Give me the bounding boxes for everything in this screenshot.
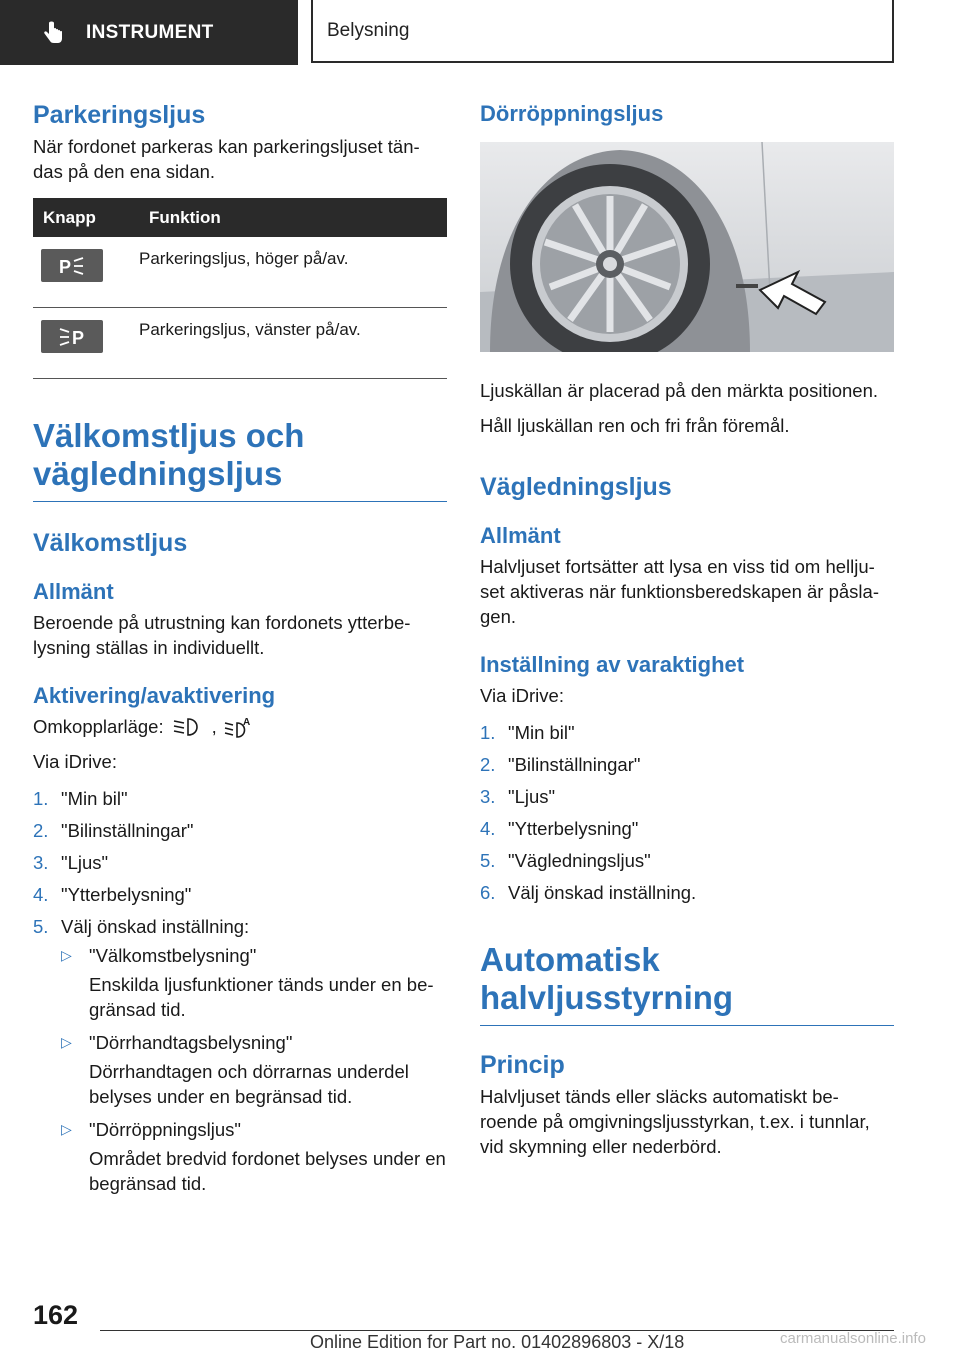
auto-title-line1: Automatisk xyxy=(480,941,660,978)
bullet-triangle-icon: ▷ xyxy=(61,1034,72,1050)
option-description: Området bredvid fordonet belyses under en begränsad tid. xyxy=(89,1148,446,1194)
via-idrive: Via iDrive: xyxy=(33,751,117,772)
welcome-heading xyxy=(33,417,447,502)
option-description: Dörrhandtagen och dörrarnas underdel belyses under en begränsad tid. xyxy=(89,1061,409,1107)
parking-intro: När fordonet parkeras kan parkeringsljuset tän-das på den ena sidan. xyxy=(33,136,420,182)
page-number: 162 xyxy=(33,1300,79,1330)
welcome-options xyxy=(61,1030,447,1055)
low-beam-icon xyxy=(172,715,206,739)
switch-line xyxy=(33,714,447,739)
general-text: Beroende på utrustning kan fordonets ytterbe-lysning ställas in individuellt. xyxy=(33,612,411,658)
activation-title: Aktivering/avaktivering xyxy=(33,683,276,708)
auto-heading xyxy=(480,941,894,1026)
parking-table xyxy=(33,198,447,379)
left-column xyxy=(33,100,447,1204)
wheel-photo xyxy=(480,142,894,352)
chapter-label: Belysning xyxy=(327,19,410,41)
bullet-triangle-icon: ▷ xyxy=(61,947,72,963)
svg-text:P: P xyxy=(59,256,72,277)
guide-title: Vägledningsljus xyxy=(480,473,672,501)
welcome-sub-title: Välkomstljus xyxy=(33,529,188,557)
principle-title: Princip xyxy=(480,1051,565,1079)
option-description: Enskilda ljusfunktioner tänds under en be-gränsad tid. xyxy=(89,974,434,1020)
auto-title-line2: halvljusstyrning xyxy=(480,979,734,1016)
list-item: 6. Välj önskad inställning. xyxy=(480,882,697,903)
parking-right-button-icon xyxy=(41,249,103,282)
door-light-title: Dörröppningsljus xyxy=(480,101,664,126)
list-item: ▷ "Välkomstbelysning" xyxy=(61,945,257,966)
list-item: 3. "Ljus" xyxy=(33,852,109,873)
list-item: 4. "Ytterbelysning" xyxy=(33,884,192,905)
parking-title: Parkeringsljus xyxy=(33,101,206,129)
svg-text:P: P xyxy=(72,327,85,348)
guide-steps xyxy=(480,720,894,905)
function-cell: Parkeringsljus, höger på/av. xyxy=(139,237,447,308)
guide-general-title: Allmänt xyxy=(480,523,561,548)
table-row xyxy=(33,308,447,379)
hand-pointer-icon xyxy=(40,20,66,46)
bullet-triangle-icon: ▷ xyxy=(61,1121,72,1137)
switch-separator: , xyxy=(211,716,217,737)
footer-divider xyxy=(100,1330,894,1331)
table-header-button: Knapp xyxy=(33,198,139,237)
welcome-options xyxy=(61,1117,447,1142)
list-item: 2. "Bilinställningar" xyxy=(33,820,194,841)
section-tab xyxy=(0,0,298,65)
list-item: 1. "Min bil" xyxy=(33,788,128,809)
general-title: Allmänt xyxy=(33,579,114,604)
function-cell: Parkeringsljus, vänster på/av. xyxy=(139,308,447,379)
list-item: 5. "Vägledningsljus" xyxy=(480,850,651,871)
chapter-tab xyxy=(311,0,894,63)
list-item: 3. "Ljus" xyxy=(480,786,556,807)
list-item: 4. "Ytterbelysning" xyxy=(480,818,639,839)
switch-label: Omkopplarläge: xyxy=(33,716,164,737)
welcome-title-line1: Välkomstljus och xyxy=(33,417,305,454)
section-label: INSTRUMENT xyxy=(86,21,214,43)
list-item: 2. "Bilinställningar" xyxy=(480,754,641,775)
parking-left-button-icon xyxy=(41,320,103,353)
table-header-function: Funktion xyxy=(139,198,447,237)
edition-text: Online Edition for Part no. 01402896803 - X/18 xyxy=(310,1332,685,1352)
auto-light-icon xyxy=(223,715,257,739)
door-text-2: Håll ljuskällan ren och fri från föremål. xyxy=(480,415,790,436)
table-row xyxy=(33,237,447,308)
list-item: 5. Välj önskad inställning: xyxy=(33,916,250,937)
welcome-steps xyxy=(33,786,447,939)
list-item: 1. "Min bil" xyxy=(480,722,575,743)
list-item: ▷ "Dörrhandtagsbelysning" xyxy=(61,1032,293,1053)
right-column xyxy=(480,100,894,1159)
guide-general-text: Halvljuset fortsätter att lysa en viss tid om hellju-set aktiveras när funktionsberedskapen är påsla-gen. xyxy=(480,556,879,627)
svg-text:A: A xyxy=(242,716,250,728)
via-idrive: Via iDrive: xyxy=(480,685,564,706)
welcome-options xyxy=(61,943,447,968)
principle-text: Halvljuset tänds eller släcks automatiskt be-roende på omgivningsljusstyrkan, t.ex. i tunnlar, vid skymning eller nederbörd. xyxy=(480,1086,870,1157)
list-item: ▷ "Dörröppningsljus" xyxy=(61,1119,241,1140)
watermark: carmanualsonline.info xyxy=(780,1330,926,1347)
door-text-1: Ljuskällan är placerad på den märkta positionen. xyxy=(480,380,878,401)
duration-title: Inställning av varaktighet xyxy=(480,652,745,677)
welcome-title-line2: vägledningsljus xyxy=(33,455,283,492)
